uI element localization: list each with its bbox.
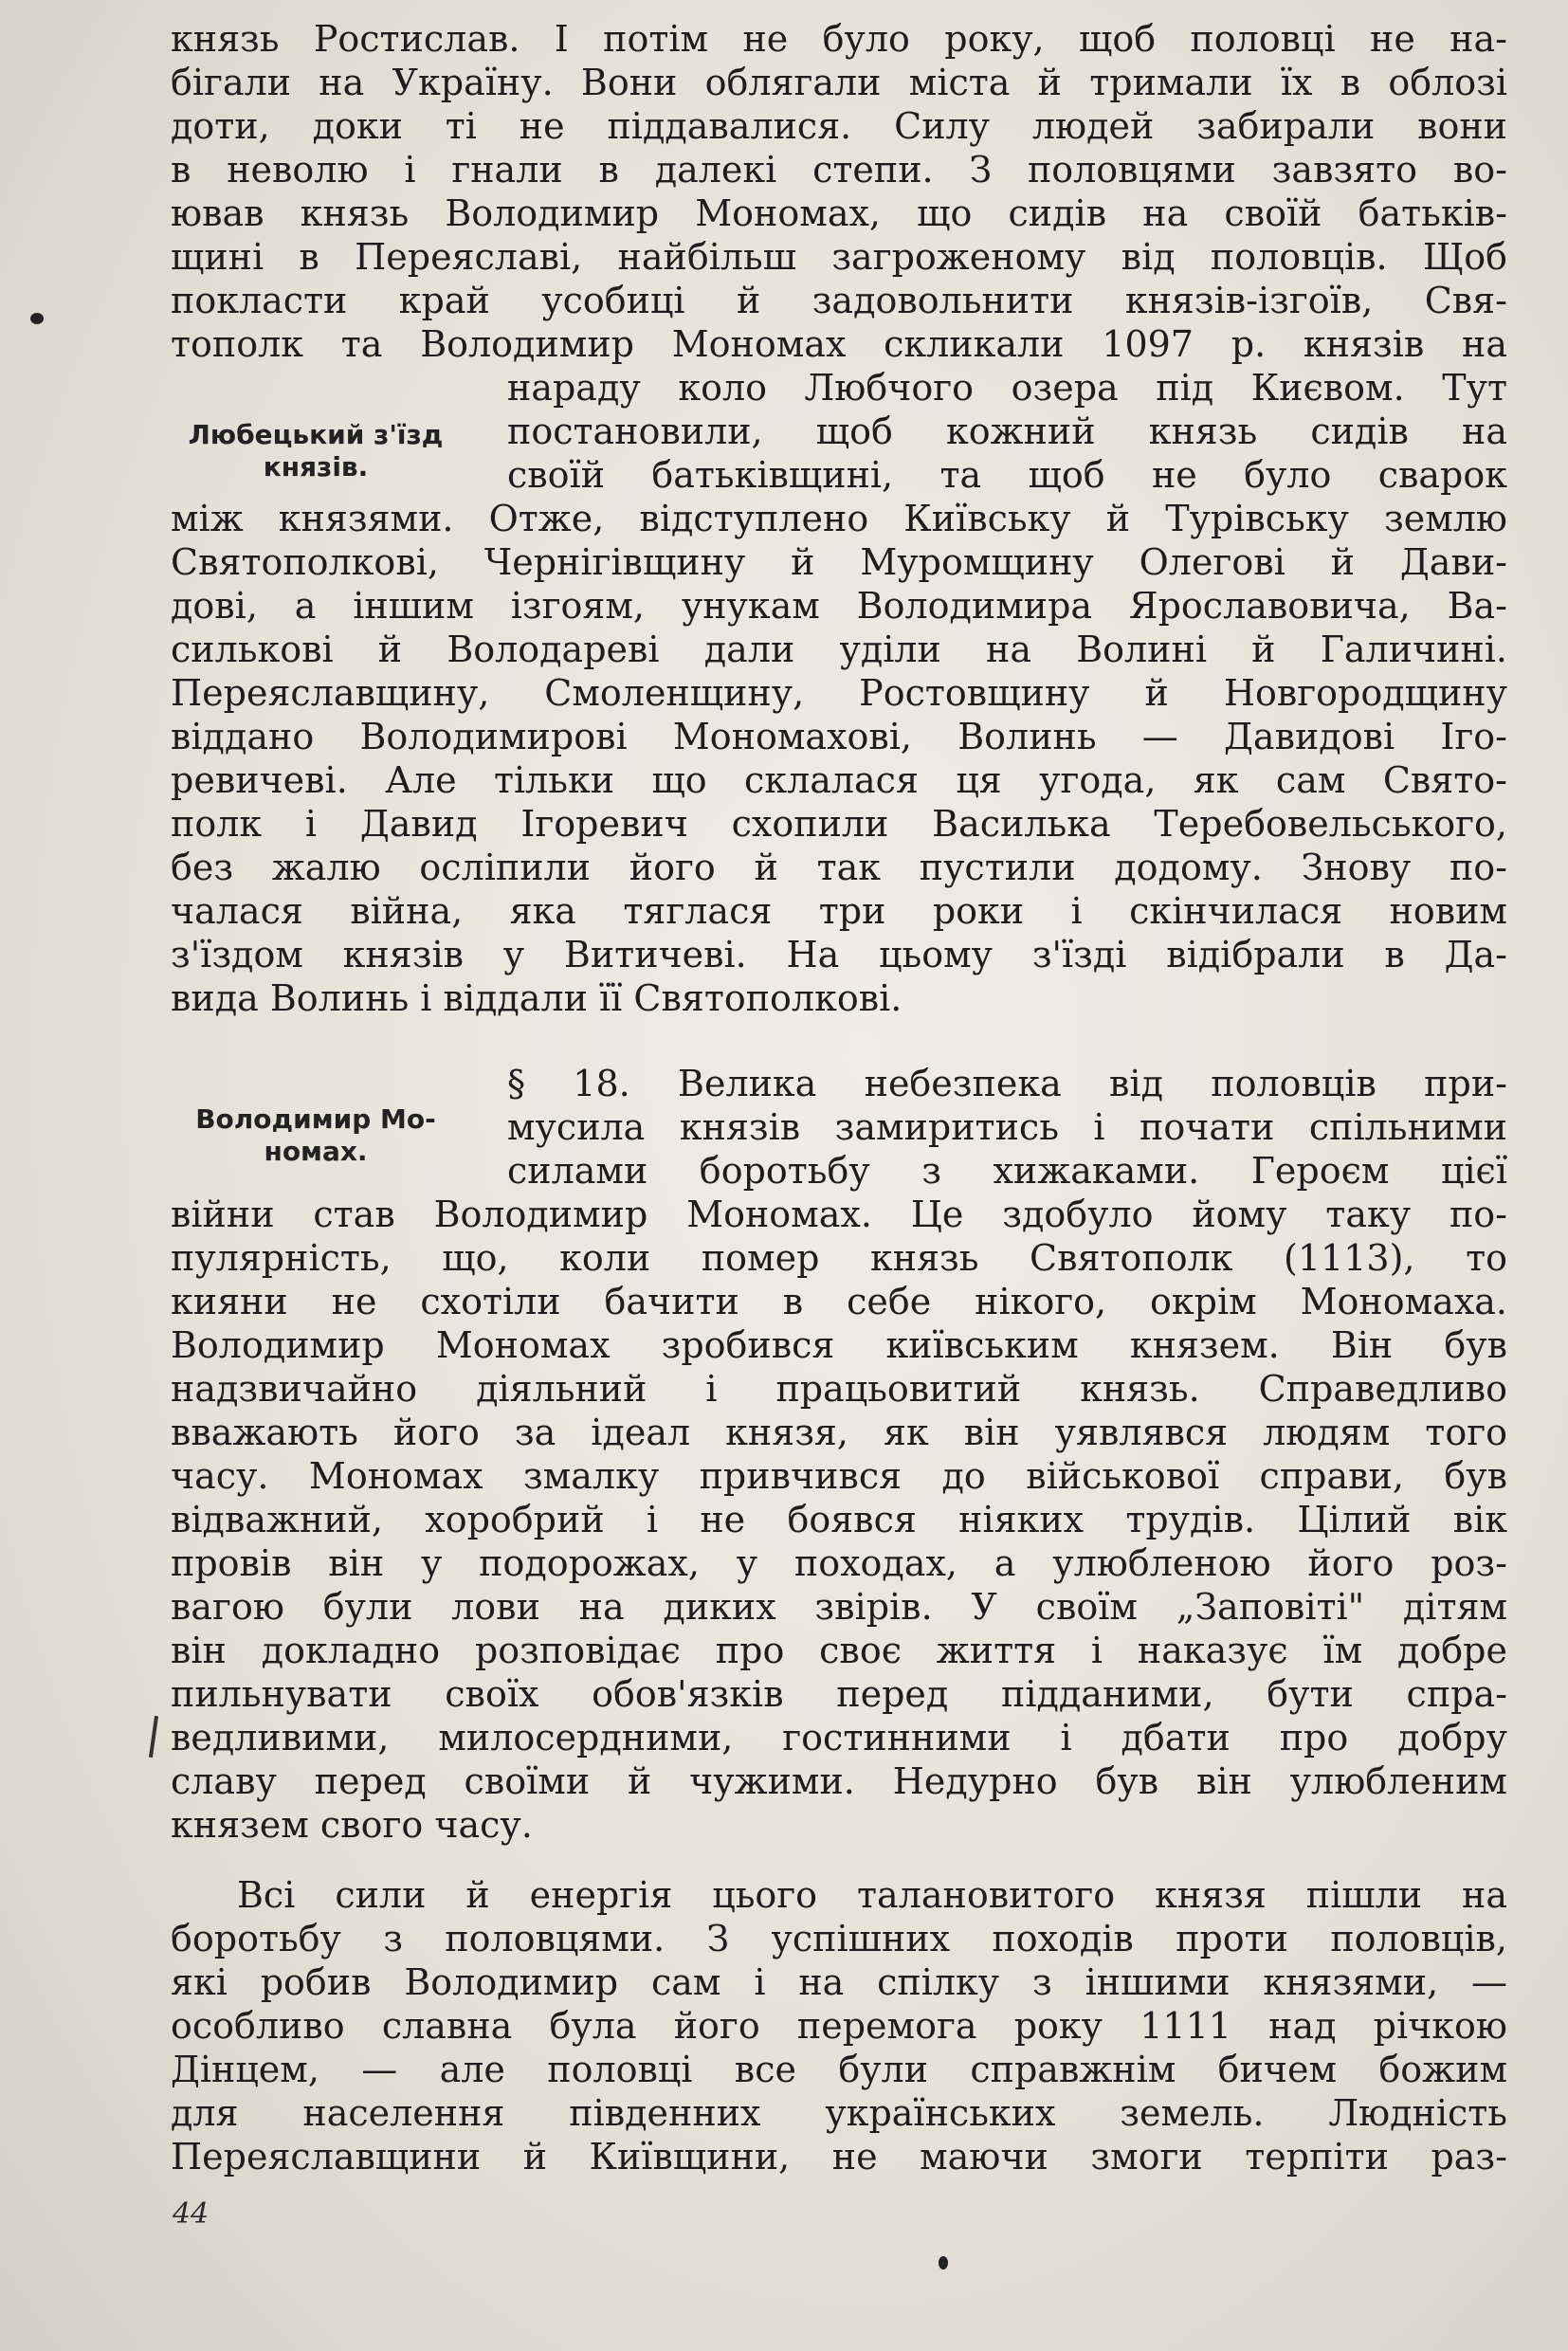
- text-line: Дінцем, — але половці все були справжнім бичем божим: [171, 2049, 1507, 2090]
- text-line: Святополкові, Чернігівщину й Муромщину Олегові й Дави-: [171, 541, 1507, 583]
- text-line: він докладно розповідає про своє життя і наказує їм добре: [171, 1630, 1507, 1671]
- text-line: Переяславщини й Київщини, не маючи змоги терпіти раз-: [171, 2136, 1507, 2178]
- text-line: часу. Мономах змалку привчився до військової справи, був: [171, 1455, 1507, 1497]
- text-line: мусила князів замиритись і почати спільними: [507, 1106, 1507, 1148]
- page-number: 44: [173, 2197, 210, 2231]
- text-line: Переяславщину, Смоленщину, Ростовщину й Новгородщину: [171, 672, 1507, 714]
- text-line: князем свого часу.: [171, 1804, 533, 1846]
- margin-pencil-mark: [149, 1716, 158, 1758]
- text-line: з'їздом князів у Витичеві. На цьому з'їзді відібрали в Да-: [171, 934, 1507, 975]
- text-line: князь Ростислав. І потім не було року, щоб половці не на-: [171, 18, 1507, 60]
- text-line: надзвичайно діяльний і працьовитий князь. Справедливо: [171, 1368, 1507, 1410]
- text-line: силькові й Володареві дали уділи на Волині й Галичині.: [171, 629, 1507, 670]
- ink-blot: [939, 2256, 948, 2269]
- text-line: дові, а іншим ізгоям, унукам Володимира Ярославовича, Ва-: [171, 585, 1507, 627]
- text-line: Володимир Мономах зробився київським князем. Він був: [171, 1324, 1507, 1366]
- paragraph-block-6: [171, 1873, 1507, 2178]
- text-line: в неволю і гнали в далекі степи. З половцями завзято во-: [171, 149, 1507, 191]
- text-line: бігали на Україну. Вони облягали міста й тримали їх в облозі: [171, 62, 1507, 103]
- text-line: провів він у подорожах, у походах, а улюбленою його роз-: [171, 1542, 1507, 1584]
- text-line: особливо славна була його перемога року 1111 над річкою: [171, 2005, 1507, 2047]
- text-line: пулярність, що, коли помер князь Святополк (1113), то: [171, 1237, 1507, 1279]
- text-line: вагою були лови на диких звірів. У своїм „Заповіті" дітям: [171, 1586, 1507, 1628]
- text-line: вважають його за ідеал князя, як він уявлявся людям того: [171, 1412, 1507, 1453]
- margin-heading-line: Володимир Мо-: [195, 1103, 436, 1135]
- text-line: постановили, щоб кожний князь сидів на: [507, 410, 1507, 452]
- text-line: віддано Володимирові Мономахові, Волинь — Давидові Іго-: [171, 716, 1507, 757]
- text-line: без жалю осліпили його й так пустили додому. Знову по-: [171, 847, 1507, 888]
- text-line: Всі сили й енергія цього талановитого князя пішли на: [237, 1874, 1507, 1916]
- text-line: доти, доки ті не піддавалися. Силу людей забирали вони: [171, 105, 1507, 147]
- text-line: тополк та Володимир Мономах скликали 1097 р. князів на: [171, 323, 1507, 365]
- text-line: ревичеві. Але тільки що склалася ця угода, як сам Свято-: [171, 759, 1507, 801]
- text-line: війни став Володимир Мономах. Це здобуло йому таку по-: [171, 1194, 1507, 1235]
- text-line: відважний, хоробрий і не боявся ніяких трудів. Цілий вік: [171, 1499, 1507, 1540]
- text-line: пильнувати своїх обов'язків перед підданими, бути спра-: [171, 1673, 1507, 1715]
- paragraph-block-3: [171, 497, 1507, 1020]
- text-line: боротьбу з половцями. З успішних походів проти половців,: [171, 1918, 1507, 1959]
- text-line: між князями. Отже, відступлено Київську й Турівську землю: [171, 498, 1507, 539]
- margin-heading-line: князів.: [263, 451, 369, 483]
- paragraph-block-5: [171, 1193, 1507, 1847]
- text-line: ведливими, милосердними, гостинними і дбати про добру: [171, 1717, 1507, 1759]
- text-line: нараду коло Любчого озера під Києвом. Тут: [507, 367, 1507, 409]
- margin-heading-line: номах.: [264, 1136, 368, 1167]
- text-line: для населення південних українських земель. Людність: [171, 2092, 1507, 2134]
- paragraph-block-2: [171, 366, 1507, 497]
- text-line: щині в Переяславі, найбільш загроженому від половців. Щоб: [171, 236, 1507, 278]
- text-line: вида Волинь і віддали її Святополкові.: [171, 977, 903, 1019]
- paragraph-block-1: [171, 17, 1507, 366]
- text-line: своїй батьківщині, та щоб не було сварок: [507, 454, 1507, 496]
- section-18-opening: [171, 1062, 1507, 1193]
- text-line: чалася війна, яка тяглася три роки і скінчилася новим: [171, 890, 1507, 932]
- text-line: покласти край усобиці й задовольнити князів-ізгоїв, Свя-: [171, 280, 1507, 321]
- text-line: славу перед своїми й чужими. Недурно був він улюбленим: [171, 1760, 1507, 1802]
- margin-heading-line: Любецький з'їзд: [188, 419, 444, 450]
- ink-blot: [30, 313, 44, 324]
- text-line: кияни не схотіли бачити в себе нікого, окрім Мономаха.: [171, 1281, 1507, 1322]
- text-line: § 18. Велика небезпека від половців при-: [507, 1063, 1507, 1104]
- text-line: ював князь Володимир Мономах, що сидів на своїй батьків-: [171, 192, 1507, 234]
- text-line: полк і Давид Ігоревич схопили Василька Теребовельського,: [171, 803, 1507, 845]
- text-line: які робив Володимир сам і на спілку з іншими князями, —: [171, 1961, 1507, 2003]
- text-line: силами боротьбу з хижаками. Героєм цієї: [507, 1150, 1507, 1192]
